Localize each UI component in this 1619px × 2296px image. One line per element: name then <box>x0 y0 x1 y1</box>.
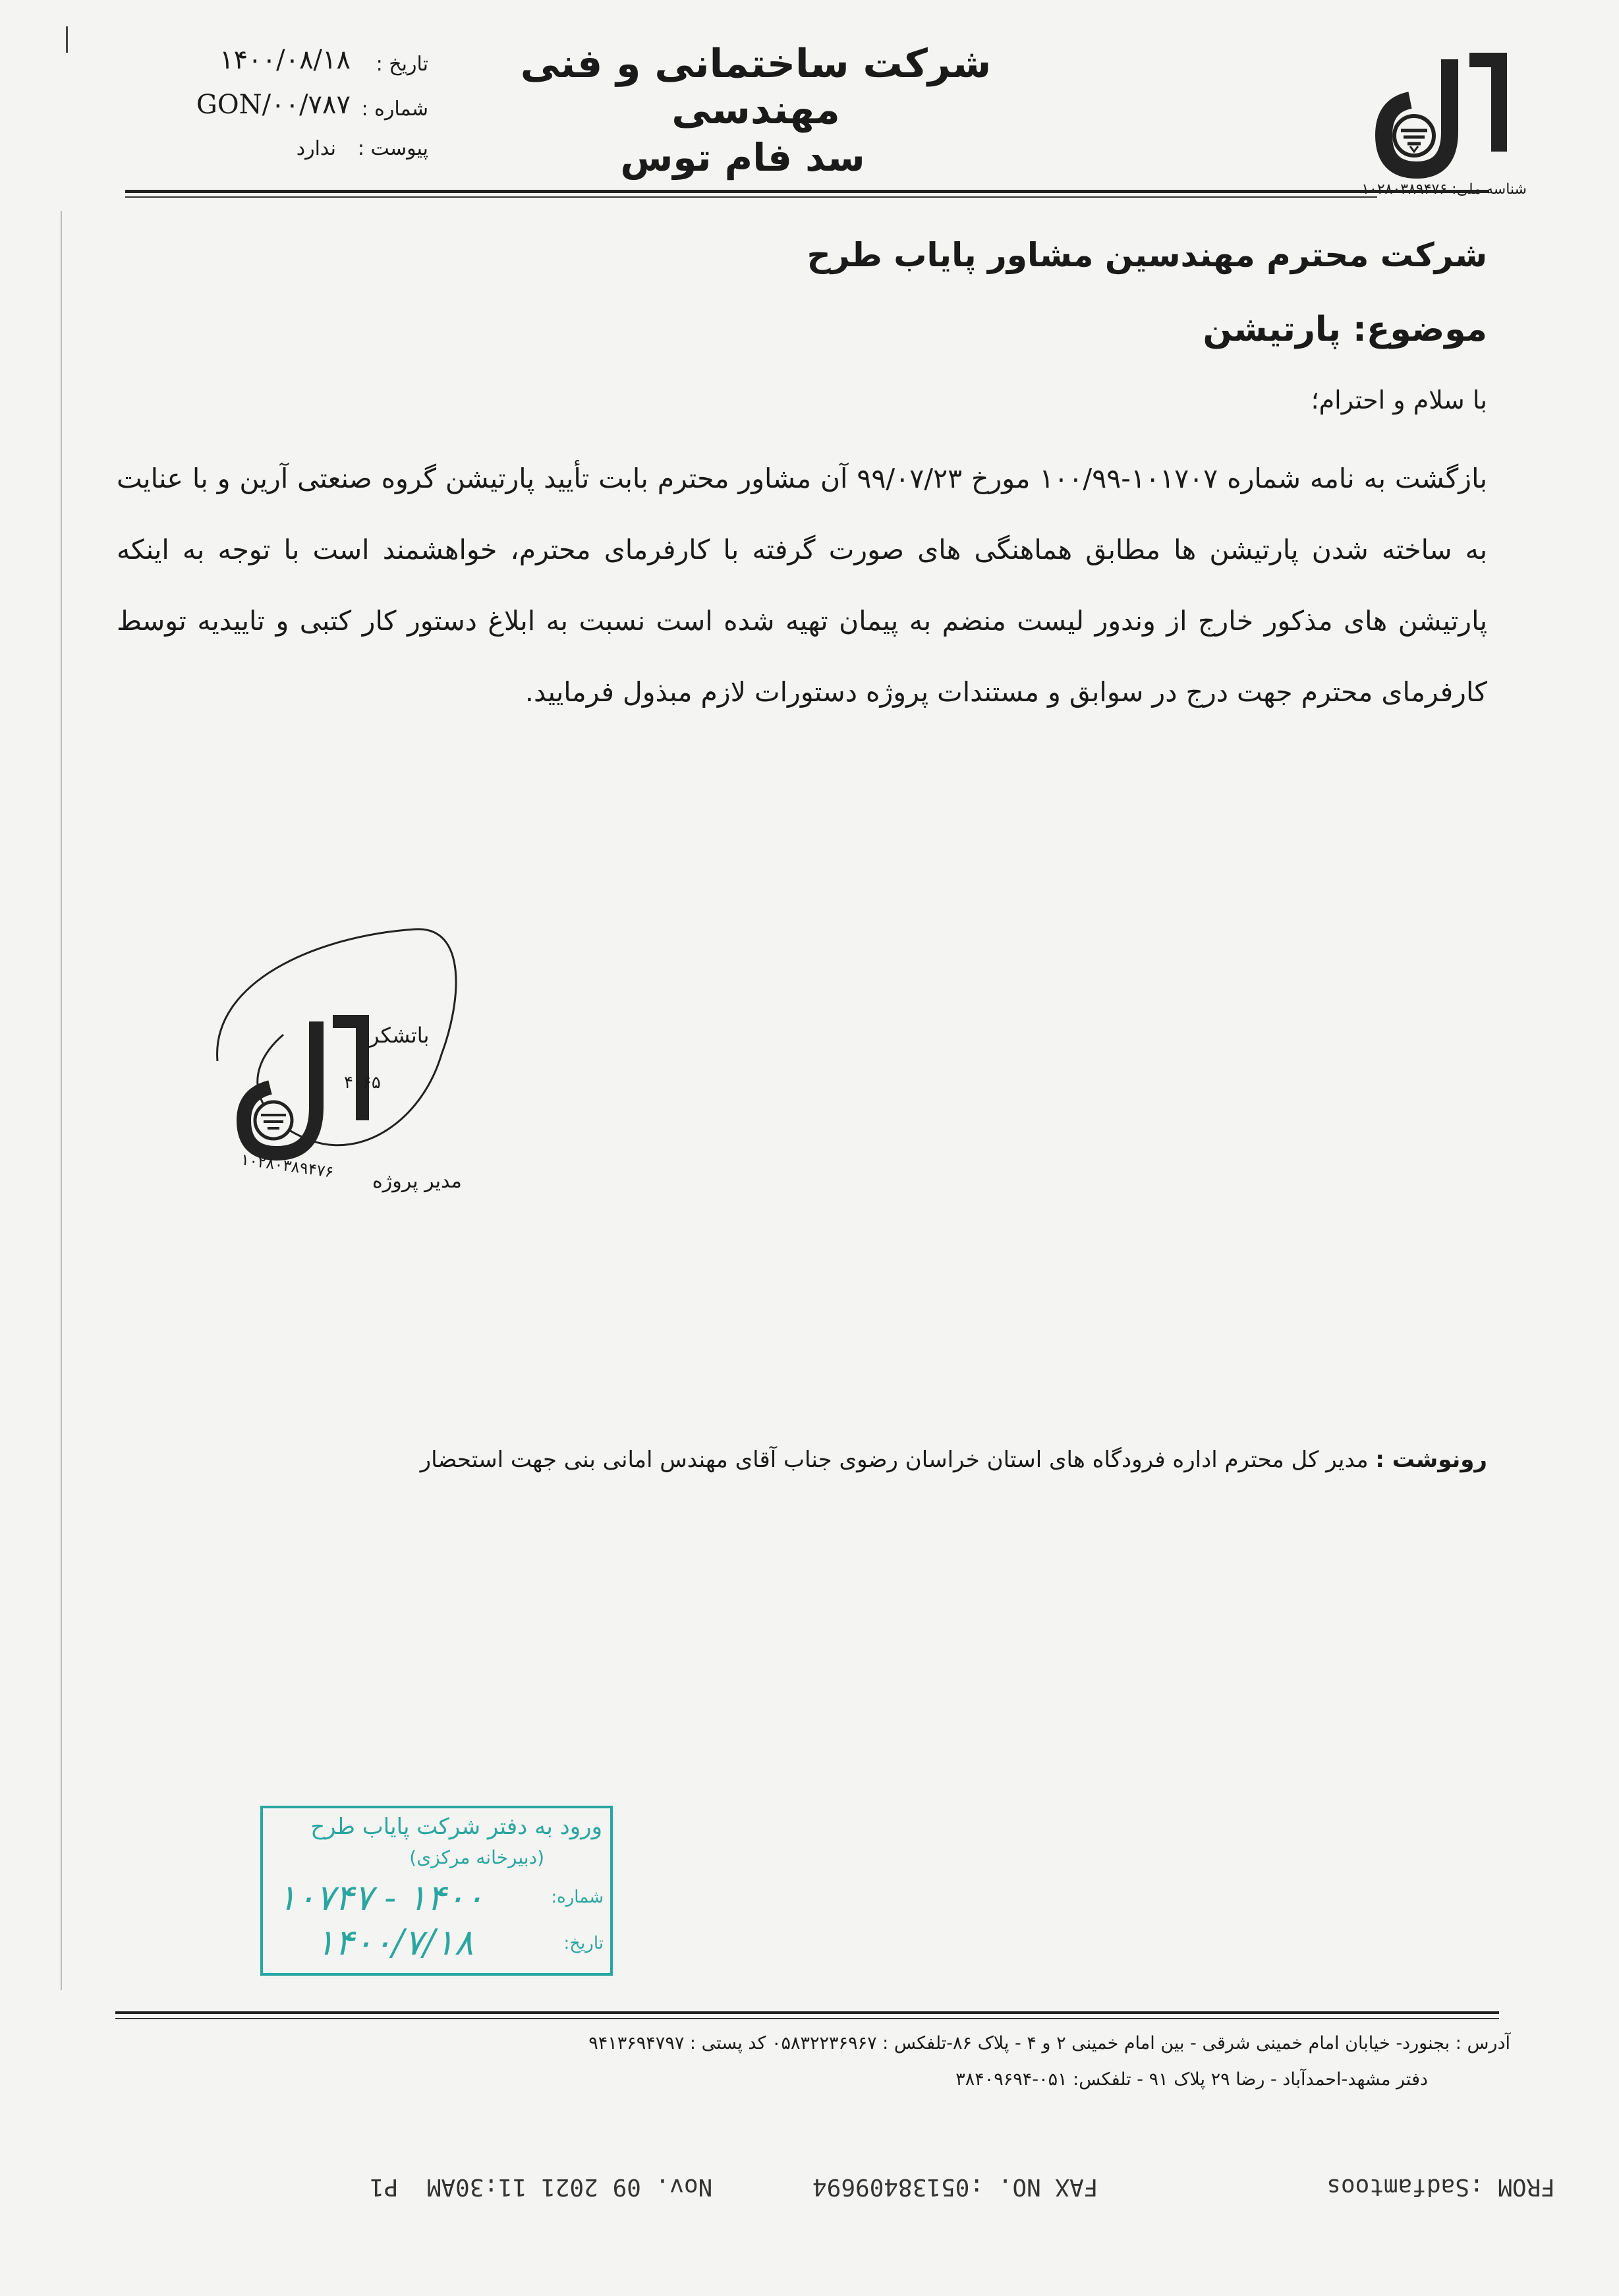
cc-text: مدیر کل محترم اداره فرودگاه های استان خراسان رضوی جناب آقای مهندس امانی بنی جهت استحضار <box>420 1447 1369 1473</box>
entry-stamp-date-value: ۱۴۰۰/۷/۱۸ <box>316 1922 474 1963</box>
subject: موضوع: پارتیشن <box>1203 310 1487 349</box>
attachment-label: پیوست : <box>357 137 428 160</box>
attachment-value: ندارد <box>296 137 336 160</box>
entry-stamp-subtitle: (دبیرخانه مرکزی) <box>409 1847 544 1868</box>
address-line-2: دفتر مشهد-احمدآباد - رضا ۲۹ پلاک ۹۱ - تلفکس: ۰۵۱-۳۸۴۰۹۶۹۴ <box>955 2069 1428 2090</box>
signature-role: مدیر پروژه <box>372 1170 462 1193</box>
entry-stamp <box>260 1806 613 1976</box>
entry-stamp-number-value: ۱۰۷۴۷ - ۱۴۰۰ <box>277 1877 484 1918</box>
greeting: با سلام و احترام؛ <box>1311 386 1487 415</box>
signature-stamp-number: ۱۰۲۸۰۳۸۹۴۷۶ <box>239 1150 335 1182</box>
cc-label: رونوشت : <box>1375 1447 1487 1473</box>
logo-national-id: شناسه ملی: ۱۰۲۸۰۳۸۹۴۷۶ <box>1361 181 1527 198</box>
company-logo <box>1364 53 1522 185</box>
date-value: ۱۴۰۰/۰۸/۱۸ <box>219 45 351 75</box>
signature-stamp <box>198 923 474 1213</box>
signature-icon <box>198 923 474 1213</box>
letter-meta <box>165 40 428 171</box>
address-line-1: آدرس : بجنورد- خیابان امام خمینی شرقی - بین امام خمینی ۲ و ۴ - پلاک ۸۶-تلفکس : ۰۵۸۳۲۲۳۶۹۶۷ کد پستی : ۹۴۱۳۶۹۴۷۹۷ <box>588 2033 1510 2053</box>
scan-edge-mark <box>66 26 68 53</box>
fax-header-line: FROM :Sadfamtoos FAX NO. :05138409694 Nov. 09 2021 11:30AM P1 <box>370 2173 1555 2200</box>
signature-thanks: باتشکر <box>369 1023 430 1048</box>
entry-stamp-date-label: تاریخ: <box>563 1934 604 1953</box>
number-label: شماره : <box>361 98 428 121</box>
recipient: شرکت محترم مهندسین مشاور پایاب طرح <box>807 236 1487 274</box>
footer-divider <box>115 2011 1499 2014</box>
number-value: GON/۰۰/۷۸۷ <box>196 90 351 120</box>
entry-stamp-number-label: شماره: <box>551 1887 604 1907</box>
header-divider <box>125 190 1489 193</box>
header-divider-thin <box>125 196 1377 198</box>
logo-icon <box>1364 53 1522 185</box>
scan-edge-line <box>61 211 62 1990</box>
date-label: تاریخ : <box>376 53 428 76</box>
carbon-copy <box>235 1447 1487 1473</box>
letter-body: بازگشت به نامه شماره ۱۰۱۷۰۷-۱۰۰/۹۹ مورخ ۹۹/۰۷/۲۳ آن مشاور محترم بابت تأیید پارتیشن گروه صنعتی آرین و با عنایت به ساخته شدن پارتیشن ها مطابق هماهنگی های صورت گرفته با کارفرمای محترم، خواهشمند است با توجه به اینکه پارتیشن های مذکور خارج از وندور لیست منضم به پیمان تهیه شده است نسبت به ابلاغ دستور کار کتبی و تاییدیه توسط کارفرمای محترم جهت درج در سوابق و مستندات پروژه دستورات لازم مبذول فرمایید. <box>117 463 1487 708</box>
company-name: شرکت ساختمانی و فنی مهندسی <box>520 41 992 133</box>
company-subtitle: سد فام توس <box>620 135 865 180</box>
entry-stamp-title: ورود به دفتر شرکت پایاب طرح <box>310 1814 602 1840</box>
signature-code: ۴۰۶۵ <box>344 1073 381 1093</box>
footer-divider-thin <box>115 2018 1499 2019</box>
